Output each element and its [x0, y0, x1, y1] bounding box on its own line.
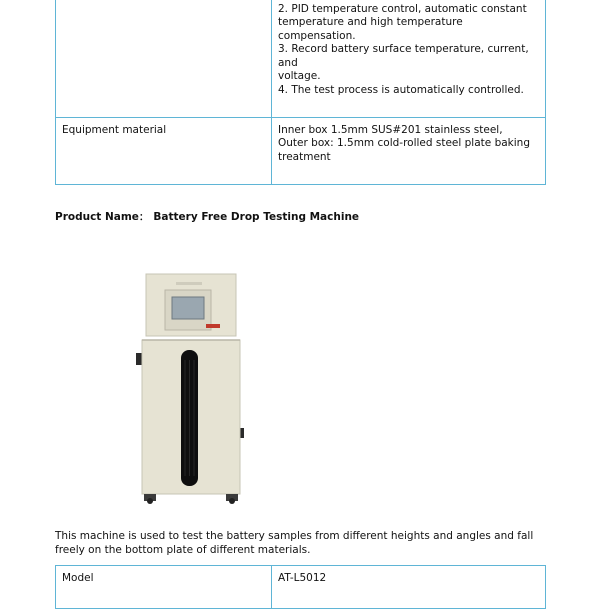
product-name-prefix: Product Name：	[55, 211, 150, 223]
table-row-equipment-material	[56, 117, 546, 184]
left-handle	[136, 353, 142, 365]
spec-table-top	[55, 0, 546, 185]
equipment-material-label: Equipment material	[56, 117, 272, 184]
machine-description: This machine is used to test the battery samples from different heights and angles and fall freely on the bottom plate of different materials.	[55, 530, 534, 556]
equipment-material-value	[272, 117, 546, 184]
control-line-4: 3. Record battery surface temperature, current, and	[278, 43, 529, 69]
material-line-3: treatment	[278, 150, 331, 163]
control-line-2: 2. PID temperature control, automatic constant	[278, 2, 527, 15]
control-line-3: temperature and high temperature compensation.	[278, 16, 463, 42]
material-line-1: Inner box 1.5mm SUS#201 stainless steel,	[278, 123, 503, 136]
table-row-model	[56, 566, 546, 609]
brand-label	[206, 324, 220, 328]
drop-testing-machine-image	[118, 268, 268, 508]
control-system-value	[272, 0, 546, 117]
model-value: AT-L5012	[272, 566, 546, 609]
product-name-value: Battery Free Drop Testing Machine	[153, 211, 360, 223]
material-line-2: Outer box: 1.5mm cold-rolled steel plate baking	[278, 137, 530, 149]
product-name-heading	[55, 209, 359, 224]
spec-table-bottom	[55, 565, 546, 609]
control-system-label	[56, 0, 272, 117]
nameplate	[176, 282, 202, 285]
touch-screen	[172, 297, 204, 319]
control-line-6: 4. The test process is automatically controlled.	[278, 83, 524, 96]
table-row-control-system	[56, 0, 546, 117]
model-label: Model	[56, 566, 272, 609]
control-line-5: voltage.	[278, 70, 321, 82]
